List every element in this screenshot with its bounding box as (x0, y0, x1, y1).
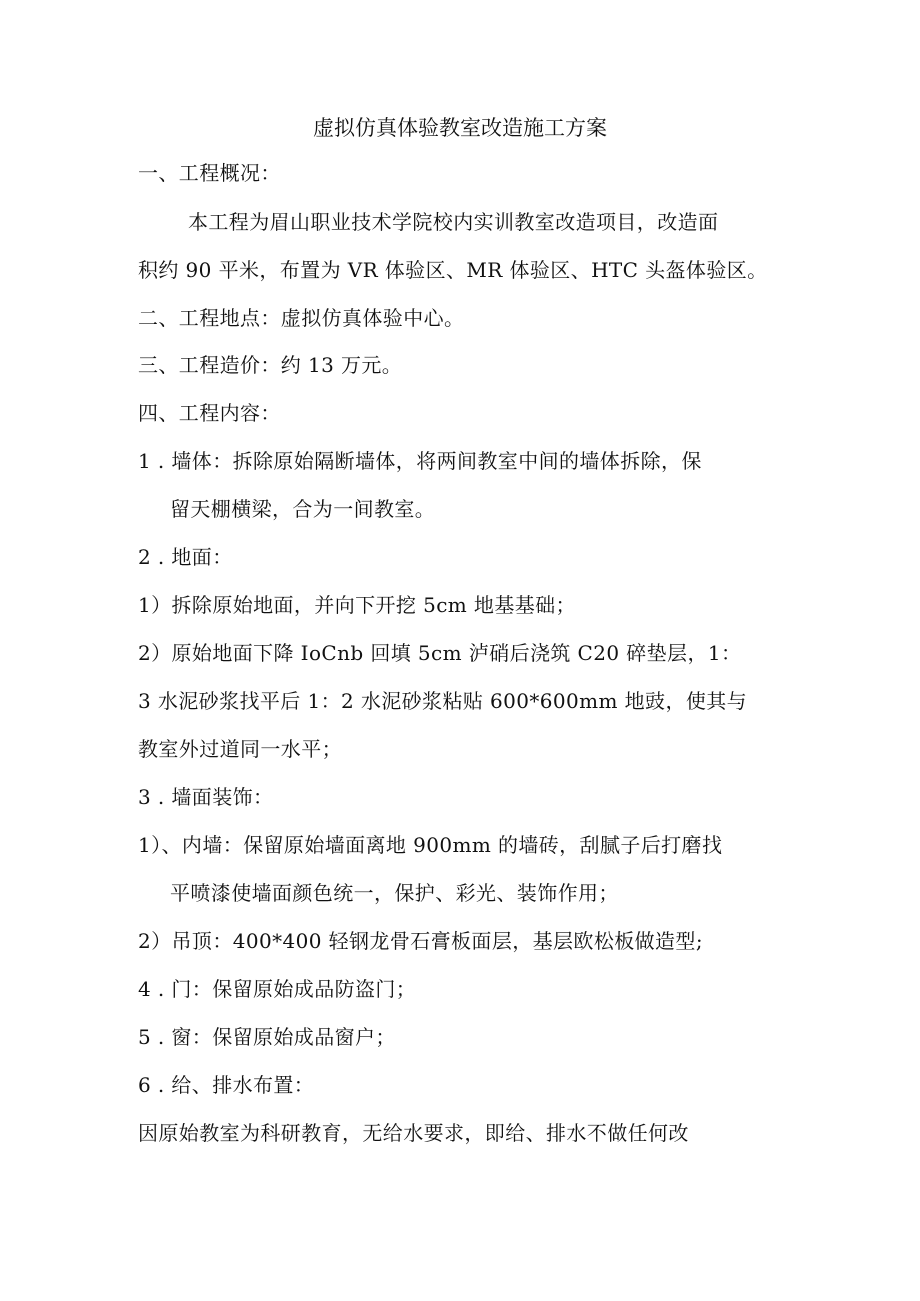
paragraph-line: 因原始教室为科研教育，无给水要求，即给、排水不做任何改 (138, 1121, 689, 1145)
list-item-wall-decoration: 3 . 墙面装饰： (138, 785, 274, 809)
section-heading-content: 四、工程内容： (138, 401, 281, 425)
list-item-floor: 2 . 地面： (138, 545, 233, 569)
sub-item: 2）原始地面下降 IoCnb 回填 5cm 泸硝后浇筑 C20 碎垫层，1： (138, 641, 742, 665)
list-item-door: 4 . 门：保留原始成品防盗门； (138, 977, 417, 1001)
document-title: 虚拟仿真体验教室改造施工方案 (313, 116, 607, 140)
paragraph-line: 积约 90 平米，布置为 VR 体验区、MR 体验区、HTC 头盔体验区。 (138, 258, 768, 282)
sub-item: 2）吊顶：400*400 轻钢龙骨石膏板面层，基层欧松板做造型; (138, 929, 703, 953)
sub-item-continuation: 平喷漆使墙面颜色统一，保护、彩光、装饰作用； (170, 881, 619, 905)
sub-item: 1）、内墙：保留原始墙面离地 900mm 的墙砖，刮腻子后打磨找 (138, 833, 723, 857)
section-heading-location: 二、工程地点：虚拟仿真体验中心。 (138, 306, 465, 330)
paragraph-line: 本工程为眉山职业技术学院校内实训教室改造项目，改造面 (188, 210, 719, 234)
section-heading-overview: 一、工程概况： (138, 161, 281, 185)
list-item-window: 5 . 窗：保留原始成品窗户； (138, 1025, 396, 1049)
list-item-wall: 1 . 墙体：拆除原始隔断墙体，将两间教室中间的墙体拆除，保 (138, 449, 702, 473)
paragraph-line: 教室外过道同一水平； (138, 737, 342, 761)
sub-item: 1）拆除原始地面，并向下开挖 5cm 地基基础； (138, 593, 576, 617)
list-item-continuation: 留天棚横梁，合为一间教室。 (170, 497, 436, 521)
list-item-plumbing: 6 . 给、排水布置： (138, 1073, 315, 1097)
paragraph-line: 3 水泥砂浆找平后 1：2 水泥砂浆粘贴 600*600mm 地豉，使其与 (138, 689, 748, 713)
section-heading-cost: 三、工程造价：约 13 万元。 (138, 353, 403, 377)
